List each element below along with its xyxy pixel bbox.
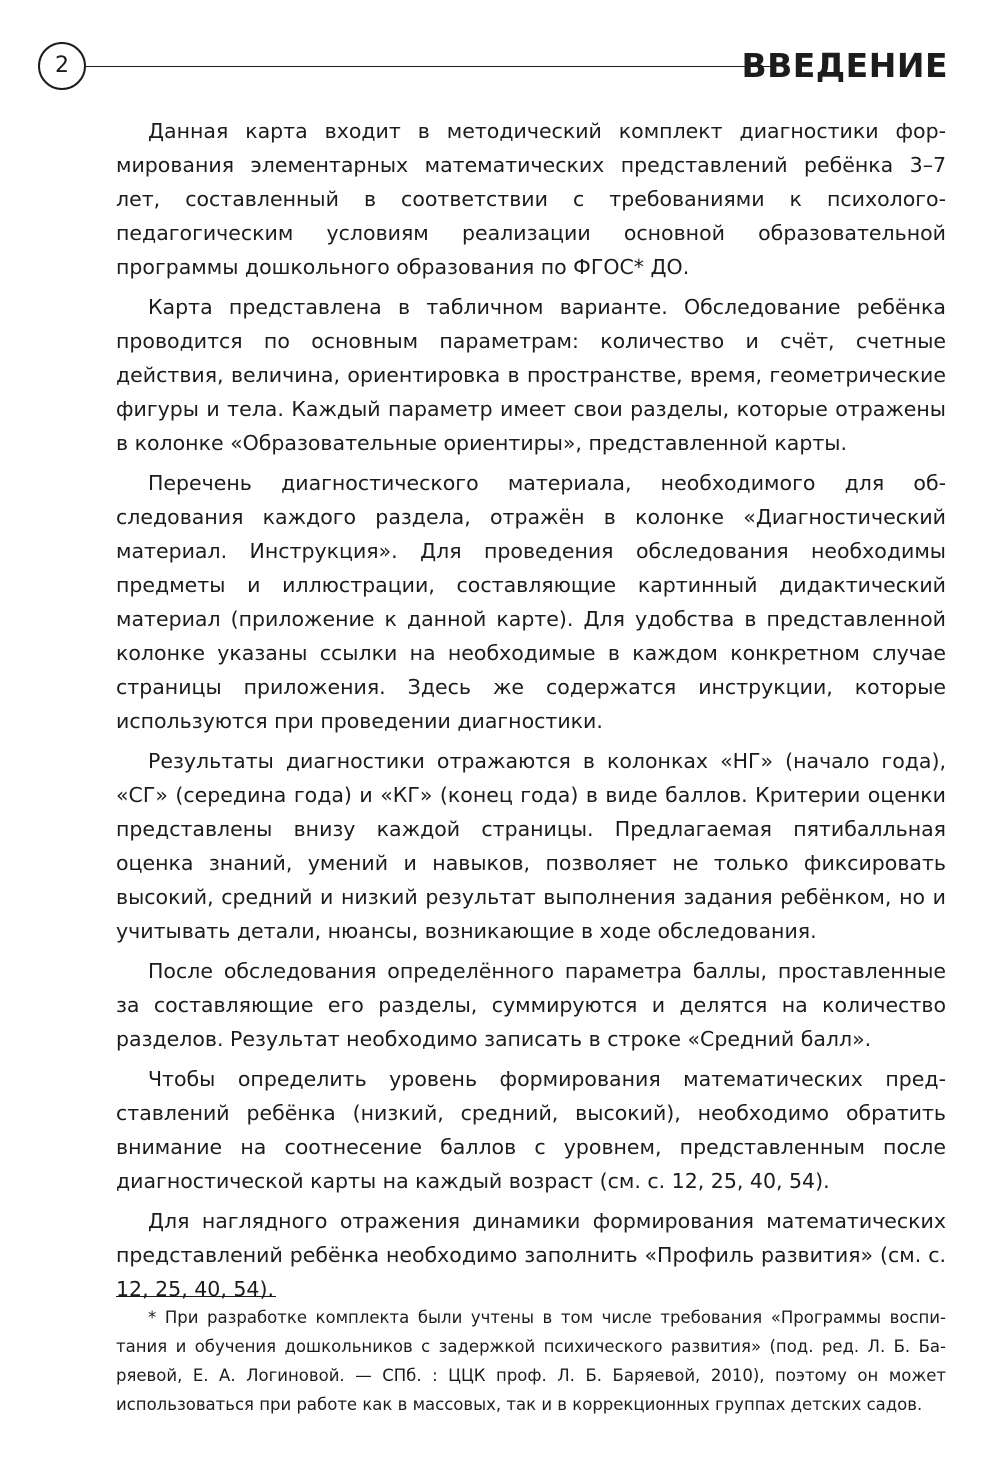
body-text	[116, 114, 946, 1312]
paragraph: После обследования определённого параметра баллы, проставленные за составляющие его разделы, суммируются и делятся на количество разделов. Результат необходимо записать в строке «Средний балл».	[116, 959, 946, 1051]
paragraph: Для наглядного отражения динамики формирования математических представлений ребёнка необходимо заполнить «Профиль развития» (см. с. 12, 25, 40, 54).	[116, 1209, 946, 1301]
paragraph: Перечень диагностического материала, необходимого для обследования каждого раздела, отражён в колонке «Диагностический материал. Инструкция». Для проведения обследования необходимы предметы и иллюстрации, составляющие картинный дидактический материал (приложение к данной карте). Для удобства в представленной колонке указаны ссылки на необходимые в каждом конкретном случае страницы приложения. Здесь же содержатся инструкции, которые используются при проведении диагностики.	[116, 471, 946, 733]
footnote	[116, 1303, 946, 1419]
paragraph: Карта представлена в табличном варианте. Обследование ребёнка проводится по основным параметрам: количество и счёт, счетные действия, величина, ориентировка в пространстве, время, геометрические фигуры и тела. Каждый параметр имеет свои разделы, которые отражены в колонке «Образовательные ориентиры», представленной карты.	[116, 295, 946, 455]
paragraph: Результаты диагностики отражаются в колонках «НГ» (начало года), «СГ» (середина года) и «КГ» (конец года) в виде баллов. Критерии оценки представлены внизу каждой страницы. Предлагаемая пятибалльная оценка знаний, умений и навыков, позволяет не только фиксировать высокий, средний и низкий результат выполнения задания ребёнком, но и учитывать детали, нюансы, возникающие в ходе обследования.	[116, 749, 946, 943]
page-header	[38, 42, 948, 98]
section-title: ВВЕДЕНИЕ	[741, 46, 948, 85]
footnote-text: * При разработке комплекта были учтены в том числе требования «Программы воспитания и обучения дошкольников с задержкой психического развития» (под. ред. Л. Б. Баряевой, Е. А. Логиновой. — СПб. : ЦЦК проф. Л. Б. Баряевой, 2010), поэтому он может использоваться при работе как в массовых, так и в коррекционных группах детских садов.	[116, 1308, 946, 1414]
page-number: 2	[38, 42, 86, 90]
paragraph: Данная карта входит в методический комплект диагностики формирования элементарных математических представлений ребёнка 3–7 лет, составленный в соответствии с требованиями к психолого-педагогическим условиям реализации основной образовательной программы дошкольного образования по ФГОС* ДО.	[116, 119, 946, 279]
header-rule	[86, 66, 774, 67]
footnote-rule	[116, 1296, 276, 1297]
paragraph: Чтобы определить уровень формирования математических представлений ребёнка (низкий, средний, высокий), необходимо обратить внимание на соотнесение баллов с уровнем, представленным после диагностической карты на каждый возраст (см. с. 12, 25, 40, 54).	[116, 1067, 946, 1193]
